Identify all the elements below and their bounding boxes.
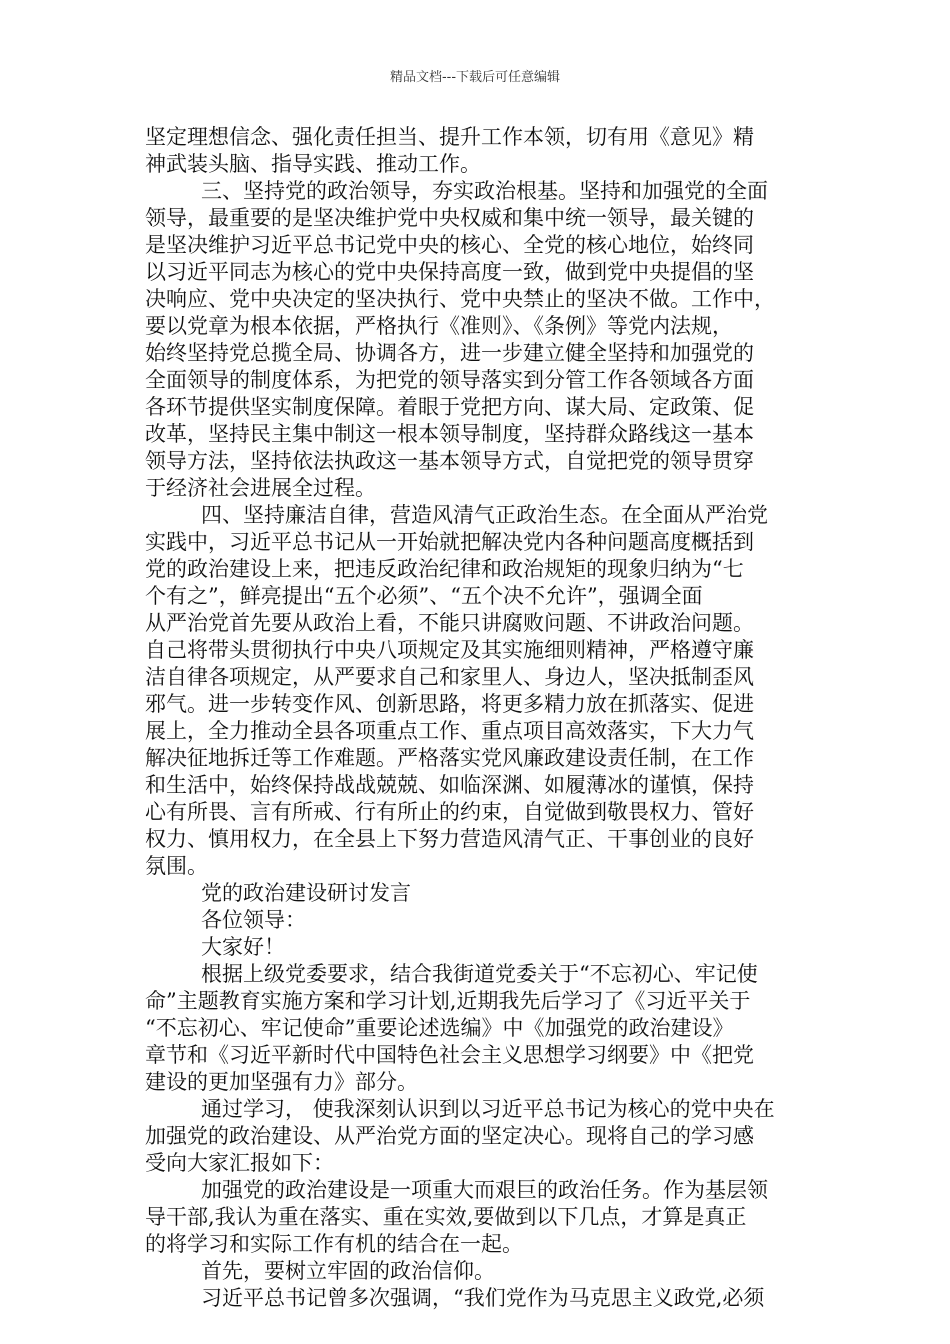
text-line: 决响应、党中央决定的坚决执行、党中央禁止的坚决不做。工作中，	[145, 287, 775, 311]
text-line: 首先，要树立牢固的政治信仰。	[201, 1259, 495, 1283]
text-line: 心有所畏、言有所戒、行有所止的约束，自觉做到敬畏权力、管好	[145, 800, 754, 824]
text-line: 领导方法，坚持依法执政这一基本领导方式，自觉把党的领导贯穿	[145, 449, 754, 473]
text-line: 三、坚持党的政治领导，夯实政治根基。坚持和加强党的全面	[201, 179, 768, 203]
page-header: 精品文档---下载后可任意编辑	[389, 70, 561, 85]
text-line: 各环节提供坚实制度保障。着眼于党把方向、谋大局、定政策、促	[145, 395, 754, 419]
text-line: 通过学习， 使我深刻认识到以习近平总书记为核心的党中央在	[201, 1097, 775, 1121]
text-line: 坚定理想信念、强化责任担当、提升工作本领，切有用《意见》精	[145, 125, 754, 149]
text-line: 改革，坚持民主集中制这一根本领导制度，坚持群众路线这一基本	[145, 422, 754, 446]
text-line: 邪气。进一步转变作风、创新思路，将更多精力放在抓落实、促进	[145, 692, 754, 716]
text-line: 习近平总书记曾多次强调，“我们党作为马克思主义政党,必须	[201, 1286, 765, 1310]
text-line: 要以党章为根本依据，严格执行《准则》、《条例》等党内法规，	[145, 314, 733, 338]
text-line: 展上，全力推动全县各项重点工作、重点项目高效落实，下大力气	[145, 719, 754, 743]
text-line: 党的政治建设研讨发言	[201, 881, 411, 905]
text-line: 各位领导：	[201, 908, 306, 932]
text-line: 领导，最重要的是坚决维护党中央权威和集中统一领导，最关键的	[145, 206, 754, 230]
text-line: 命”主题教育实施方案和学习计划,近期我先后学习了《习近平关于	[145, 989, 751, 1013]
text-line: 建设的更加坚强有力》部分。	[145, 1070, 418, 1094]
text-line: 大家好！	[201, 935, 285, 959]
text-line: 是坚决维护习近平总书记党中央的核心、全党的核心地位，始终同	[145, 233, 754, 257]
text-line: 导干部,我认为重在落实、重在实效,要做到以下几点，才算是真正	[145, 1205, 747, 1229]
text-line: “不忘初心、牢记使命”重要论述选编》中《加强党的政治建设》	[145, 1016, 734, 1040]
text-line: 全面领导的制度体系，为把党的领导落实到分管工作各领域各方面	[145, 368, 754, 392]
text-line: 神武装头脑、指导实践、推动工作。	[145, 152, 481, 176]
text-line: 以习近平同志为核心的党中央保持高度一致，做到党中央提倡的坚	[145, 260, 754, 284]
text-line: 解决征地拆迁等工作难题。严格落实党风廉政建设责任制，在工作	[145, 746, 754, 770]
text-line: 四、坚持廉洁自律，营造风清气正政治生态。在全面从严治党	[201, 503, 768, 527]
document-body	[145, 124, 815, 1312]
text-line: 加强党的政治建设是一项重大而艰巨的政治任务。作为基层领	[201, 1178, 768, 1202]
text-line: 洁自律各项规定，从严要求自己和家里人、身边人，坚决抵制歪风	[145, 665, 754, 689]
text-line: 权力、慎用权力，在全县上下努力营造风清气正、干事创业的良好	[145, 827, 754, 851]
text-line: 受向大家汇报如下：	[145, 1151, 334, 1175]
text-line: 从严治党首先要从政治上看，不能只讲腐败问题、不讲政治问题。	[145, 611, 754, 635]
text-line: 于经济社会进展全过程。	[145, 476, 376, 500]
text-line: 个有之”，鲜亮提出“五个必须”、“五个决不允许”，强调全面	[145, 584, 703, 608]
text-line: 氛围。	[145, 854, 208, 878]
text-line: 实践中，习近平总书记从一开始就把解决党内各种问题高度概括到	[145, 530, 754, 554]
text-line: 党的政治建设上来，把违反政治纪律和政治规矩的现象归纳为“七	[145, 557, 744, 581]
text-line: 加强党的政治建设、从严治党方面的坚定决心。现将自己的学习感	[145, 1124, 754, 1148]
text-line: 根据上级党委要求，结合我街道党委关于“不忘初心、牢记使	[201, 962, 758, 986]
text-line: 和生活中，始终保持战战兢兢、如临深渊、如履薄冰的谨慎，保持	[145, 773, 754, 797]
text-line: 的将学习和实际工作有机的结合在一起。	[145, 1232, 523, 1256]
text-line: 始终坚持党总揽全局、协调各方，进一步建立健全坚持和加强党的	[145, 341, 754, 365]
text-line: 章节和《习近平新时代中国特色社会主义思想学习纲要》中《把党	[145, 1043, 754, 1067]
text-line: 自己将带头贯彻执行中央八项规定及其实施细则精神，严格遵守廉	[145, 638, 754, 662]
